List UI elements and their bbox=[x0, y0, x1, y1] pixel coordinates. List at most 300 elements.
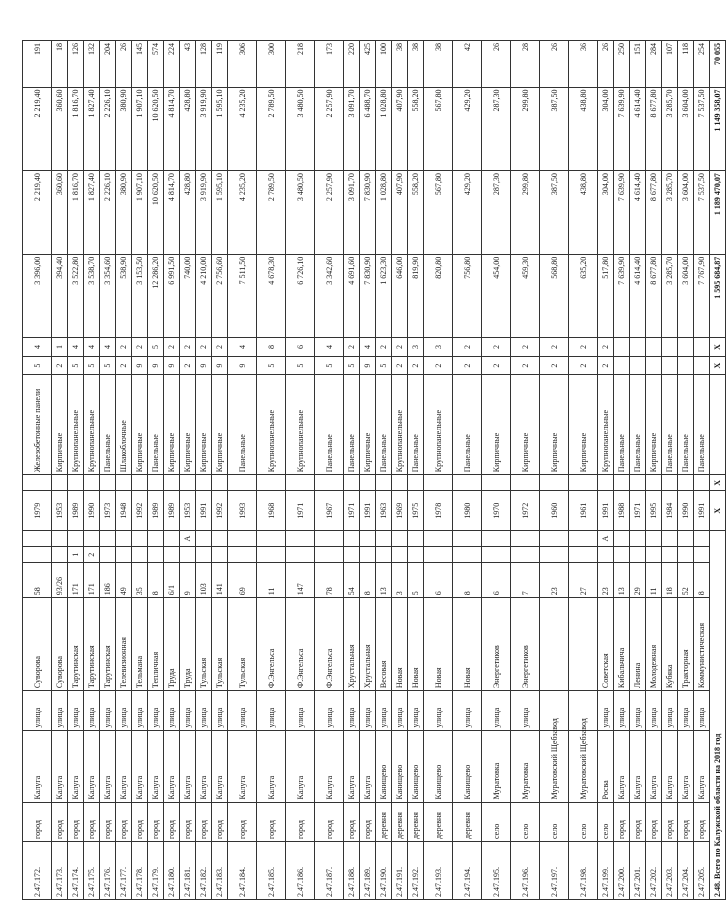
total-area-cell: 394,40 bbox=[52, 254, 68, 338]
floors-cell: 9 bbox=[360, 356, 376, 375]
street-cell: Тепличная bbox=[148, 598, 164, 691]
material-cell: Панельные bbox=[408, 375, 424, 475]
building-number-cell bbox=[228, 547, 257, 563]
house-number-cell: 23 bbox=[540, 563, 569, 598]
apartment-area-cell: 4 614,40 bbox=[630, 87, 646, 171]
table-row bbox=[23, 41, 52, 900]
living-area-cell: 438,80 bbox=[569, 171, 598, 255]
empty-cell bbox=[68, 475, 84, 491]
floors-cell: 5 bbox=[68, 356, 84, 375]
settlement-type-cell: город bbox=[52, 802, 68, 841]
letter-cell bbox=[257, 530, 286, 546]
apartment-area-cell: 387,50 bbox=[540, 87, 569, 171]
letter-cell bbox=[453, 530, 482, 546]
entrances-cell: 1 bbox=[52, 338, 68, 357]
street-cell: Труда bbox=[180, 598, 196, 691]
total-area-cell: 756,80 bbox=[453, 254, 482, 338]
letter-cell bbox=[482, 530, 511, 546]
row-number-cell: 2.47.179. bbox=[148, 841, 164, 899]
entrances-cell: 2 bbox=[376, 338, 392, 357]
settlement-type-cell: город bbox=[678, 802, 694, 841]
street-type-cell: улица bbox=[694, 691, 710, 730]
living-area-cell: 3 919,90 bbox=[196, 171, 212, 255]
house-number-cell: 93/26 bbox=[52, 563, 68, 598]
total-apartment-area-cell: 1 149 358,07 bbox=[710, 87, 726, 171]
building-number-cell bbox=[196, 547, 212, 563]
empty-cell bbox=[360, 475, 376, 491]
total-entrances-cell: X bbox=[710, 338, 726, 357]
building-number-cell bbox=[482, 547, 511, 563]
entrances-cell: 6 bbox=[286, 338, 315, 357]
living-area-cell: 429,20 bbox=[453, 171, 482, 255]
building-number-cell bbox=[614, 547, 630, 563]
letter-cell bbox=[376, 530, 392, 546]
empty-cell bbox=[424, 475, 453, 491]
total-area-cell: 4 210,00 bbox=[196, 254, 212, 338]
house-number-cell: 54 bbox=[344, 563, 360, 598]
apartment-area-cell: 429,20 bbox=[453, 87, 482, 171]
settlement-type-cell: село bbox=[598, 802, 614, 841]
floors-cell: 2 bbox=[453, 356, 482, 375]
empty-cell bbox=[286, 475, 315, 491]
living-area-cell: 287,30 bbox=[482, 171, 511, 255]
settlement-cell: Калуга bbox=[52, 730, 68, 802]
residents-cell: 26 bbox=[116, 41, 132, 88]
year-cell: 1995 bbox=[646, 491, 662, 530]
table-row bbox=[315, 41, 344, 900]
house-number-cell: 58 bbox=[23, 563, 52, 598]
year-cell: 1970 bbox=[482, 491, 511, 530]
street-type-cell: улица bbox=[100, 691, 116, 730]
year-cell: 1993 bbox=[228, 491, 257, 530]
year-cell: 1991 bbox=[694, 491, 710, 530]
street-type-cell: улица bbox=[630, 691, 646, 730]
street-type-cell: улица bbox=[84, 691, 100, 730]
year-cell: 1991 bbox=[196, 491, 212, 530]
material-cell: Кирпичные bbox=[569, 375, 598, 475]
letter-cell bbox=[52, 530, 68, 546]
settlement-type-cell: город bbox=[646, 802, 662, 841]
street-cell: Суворова bbox=[52, 598, 68, 691]
empty-cell bbox=[257, 475, 286, 491]
apartment-area-cell: 380,90 bbox=[116, 87, 132, 171]
material-cell: Панельные bbox=[148, 375, 164, 475]
settlement-cell: Калуга bbox=[315, 730, 344, 802]
table-row bbox=[132, 41, 148, 900]
living-area-cell: 2 226,10 bbox=[100, 171, 116, 255]
settlement-cell: Калуга bbox=[132, 730, 148, 802]
apartment-area-cell: 3 091,70 bbox=[344, 87, 360, 171]
letter-cell bbox=[228, 530, 257, 546]
apartment-area-cell: 3 604,00 bbox=[678, 87, 694, 171]
total-area-cell: 538,90 bbox=[116, 254, 132, 338]
building-number-cell bbox=[569, 547, 598, 563]
settlement-type-cell: деревня bbox=[453, 802, 482, 841]
letter-cell bbox=[100, 530, 116, 546]
row-number-cell: 2.47.183. bbox=[212, 841, 228, 899]
street-type-cell: улица bbox=[424, 691, 453, 730]
building-number-cell bbox=[286, 547, 315, 563]
table-row bbox=[646, 41, 662, 900]
material-cell: Панельные bbox=[376, 375, 392, 475]
material-cell: Кирпичные bbox=[132, 375, 148, 475]
entrances-cell bbox=[614, 338, 630, 357]
row-number-cell: 2.47.176. bbox=[100, 841, 116, 899]
residents-cell: 119 bbox=[212, 41, 228, 88]
year-cell: 1971 bbox=[286, 491, 315, 530]
floors-cell bbox=[694, 356, 710, 375]
year-cell: 1973 bbox=[100, 491, 116, 530]
living-area-cell: 567,80 bbox=[424, 171, 453, 255]
apartment-area-cell: 1 028,80 bbox=[376, 87, 392, 171]
table-row bbox=[376, 41, 392, 900]
empty-cell bbox=[694, 475, 710, 491]
settlement-cell: Калуга bbox=[630, 730, 646, 802]
building-number-cell bbox=[453, 547, 482, 563]
material-cell: Крупнопанельные bbox=[84, 375, 100, 475]
apartment-area-cell: 7 639,90 bbox=[614, 87, 630, 171]
house-number-cell: 8 bbox=[148, 563, 164, 598]
living-area-cell: 1 028,80 bbox=[376, 171, 392, 255]
settlement-cell: Калуга bbox=[196, 730, 212, 802]
building-number-cell bbox=[315, 547, 344, 563]
entrances-cell: 4 bbox=[100, 338, 116, 357]
floors-cell: 9 bbox=[148, 356, 164, 375]
floors-cell: 9 bbox=[164, 356, 180, 375]
street-cell: Тельмана bbox=[132, 598, 148, 691]
total-area-cell: 8 677,80 bbox=[646, 254, 662, 338]
total-x-cell: X bbox=[710, 475, 726, 491]
building-number-cell bbox=[630, 547, 646, 563]
table-row bbox=[52, 41, 68, 900]
building-number-cell bbox=[598, 547, 614, 563]
year-cell: 1988 bbox=[614, 491, 630, 530]
house-number-cell: 141 bbox=[212, 563, 228, 598]
living-area-cell: 1 907,10 bbox=[132, 171, 148, 255]
floors-cell: 5 bbox=[376, 356, 392, 375]
settlement-type-cell: село bbox=[511, 802, 540, 841]
house-number-cell: 8 bbox=[694, 563, 710, 598]
year-cell: 1979 bbox=[23, 491, 52, 530]
settlement-type-cell: город bbox=[180, 802, 196, 841]
total-area-cell: 568,80 bbox=[540, 254, 569, 338]
house-number-cell: 171 bbox=[68, 563, 84, 598]
letter-cell bbox=[132, 530, 148, 546]
floors-cell: 5 bbox=[257, 356, 286, 375]
floors-cell: 9 bbox=[212, 356, 228, 375]
empty-cell bbox=[614, 475, 630, 491]
house-number-cell: 52 bbox=[678, 563, 694, 598]
letter-cell bbox=[68, 530, 84, 546]
settlement-cell: Муратовский Щебзавод bbox=[540, 730, 569, 802]
living-area-cell: 387,50 bbox=[540, 171, 569, 255]
total-area-cell: 3 354,60 bbox=[100, 254, 116, 338]
entrances-cell: 2 bbox=[569, 338, 598, 357]
floors-cell bbox=[662, 356, 678, 375]
floors-cell: 2 bbox=[511, 356, 540, 375]
year-cell: 1984 bbox=[662, 491, 678, 530]
table-row bbox=[180, 41, 196, 900]
floors-cell: 2 bbox=[180, 356, 196, 375]
street-cell: Энергетиков bbox=[511, 598, 540, 691]
total-area-cell: 3 153,50 bbox=[132, 254, 148, 338]
living-area-cell: 7 537,50 bbox=[694, 171, 710, 255]
floors-cell: 5 bbox=[315, 356, 344, 375]
street-type-cell: улица bbox=[286, 691, 315, 730]
total-area-cell: 4 691,60 bbox=[344, 254, 360, 338]
building-number-cell bbox=[257, 547, 286, 563]
material-cell: Кирпичные bbox=[540, 375, 569, 475]
apartment-area-cell: 6 488,70 bbox=[360, 87, 376, 171]
settlement-type-cell: город bbox=[132, 802, 148, 841]
entrances-cell: 3 bbox=[408, 338, 424, 357]
total-area-cell: 7 639,90 bbox=[614, 254, 630, 338]
row-number-cell: 2.47.177. bbox=[116, 841, 132, 899]
residents-cell: 284 bbox=[646, 41, 662, 88]
entrances-cell: 2 bbox=[212, 338, 228, 357]
settlement-type-cell: город bbox=[344, 802, 360, 841]
total-area-cell: 6 726,10 bbox=[286, 254, 315, 338]
settlement-cell: Канищево bbox=[376, 730, 392, 802]
letter-cell bbox=[196, 530, 212, 546]
settlement-type-cell: село bbox=[482, 802, 511, 841]
street-type-cell: улица bbox=[482, 691, 511, 730]
letter-cell bbox=[344, 530, 360, 546]
letter-cell bbox=[662, 530, 678, 546]
house-number-cell: 27 bbox=[569, 563, 598, 598]
letter-cell bbox=[646, 530, 662, 546]
building-number-cell bbox=[694, 547, 710, 563]
letter-cell bbox=[315, 530, 344, 546]
material-cell: Железобетонные панели bbox=[23, 375, 52, 475]
street-cell: Молодежная bbox=[646, 598, 662, 691]
entrances-cell: 4 bbox=[228, 338, 257, 357]
row-number-cell: 2.47.203. bbox=[662, 841, 678, 899]
apartment-area-cell: 2 219,40 bbox=[23, 87, 52, 171]
floors-cell: 2 bbox=[598, 356, 614, 375]
table-row bbox=[286, 41, 315, 900]
living-area-cell: 360,60 bbox=[52, 171, 68, 255]
total-area-cell: 4 678,30 bbox=[257, 254, 286, 338]
street-cell: Хрустальная bbox=[360, 598, 376, 691]
year-cell: 1989 bbox=[148, 491, 164, 530]
material-cell: Панельные bbox=[630, 375, 646, 475]
street-cell: Тарутинская bbox=[100, 598, 116, 691]
floors-cell: 5 bbox=[23, 356, 52, 375]
empty-cell bbox=[569, 475, 598, 491]
table-row bbox=[630, 41, 646, 900]
year-cell: 1992 bbox=[132, 491, 148, 530]
letter-cell bbox=[614, 530, 630, 546]
material-cell: Кирпичные bbox=[52, 375, 68, 475]
settlement-type-cell: город bbox=[100, 802, 116, 841]
street-type-cell: улица bbox=[678, 691, 694, 730]
floors-cell: 5 bbox=[84, 356, 100, 375]
house-number-cell: 186 bbox=[100, 563, 116, 598]
house-number-cell: 13 bbox=[376, 563, 392, 598]
street-cell: Тракторная bbox=[678, 598, 694, 691]
apartment-area-cell: 1 816,70 bbox=[68, 87, 84, 171]
empty-cell bbox=[678, 475, 694, 491]
street-type-cell: улица bbox=[344, 691, 360, 730]
apartment-area-cell: 304,00 bbox=[598, 87, 614, 171]
rotated-document-page bbox=[22, 40, 722, 900]
entrances-cell bbox=[630, 338, 646, 357]
total-area-cell: 454,00 bbox=[482, 254, 511, 338]
residents-cell: 254 bbox=[694, 41, 710, 88]
total-area-cell: 819,90 bbox=[408, 254, 424, 338]
settlement-type-cell: город bbox=[148, 802, 164, 841]
entrances-cell: 2 bbox=[453, 338, 482, 357]
settlement-cell: Калуга bbox=[164, 730, 180, 802]
living-area-cell: 3 480,50 bbox=[286, 171, 315, 255]
material-cell: Крупнопанельные bbox=[598, 375, 614, 475]
empty-cell bbox=[511, 475, 540, 491]
living-area-cell: 3 091,70 bbox=[344, 171, 360, 255]
total-area-cell: 3 342,60 bbox=[315, 254, 344, 338]
year-cell: 1990 bbox=[678, 491, 694, 530]
settlement-type-cell: город bbox=[360, 802, 376, 841]
settlement-type-cell: город bbox=[212, 802, 228, 841]
street-type-cell: улица bbox=[376, 691, 392, 730]
empty-cell bbox=[212, 475, 228, 491]
street-type-cell: улица bbox=[614, 691, 630, 730]
table-row bbox=[100, 41, 116, 900]
total-area-cell: 635,20 bbox=[569, 254, 598, 338]
living-area-cell: 4 814,70 bbox=[164, 171, 180, 255]
table-row bbox=[482, 41, 511, 900]
street-cell: Тульская bbox=[196, 598, 212, 691]
house-number-cell: 6 bbox=[424, 563, 453, 598]
street-cell: Новая bbox=[424, 598, 453, 691]
apartment-area-cell: 2 257,90 bbox=[315, 87, 344, 171]
row-number-cell: 2.47.185. bbox=[257, 841, 286, 899]
street-type-cell: улица bbox=[68, 691, 84, 730]
year-cell: 1948 bbox=[116, 491, 132, 530]
empty-cell bbox=[392, 475, 408, 491]
street-type-cell: улица bbox=[164, 691, 180, 730]
apartment-area-cell: 428,80 bbox=[180, 87, 196, 171]
letter-cell bbox=[569, 530, 598, 546]
house-number-cell: 29 bbox=[630, 563, 646, 598]
material-cell: Кирпичные bbox=[511, 375, 540, 475]
living-area-cell: 299,80 bbox=[511, 171, 540, 255]
settlement-type-cell: город bbox=[196, 802, 212, 841]
entrances-cell: 5 bbox=[148, 338, 164, 357]
apartment-area-cell: 567,80 bbox=[424, 87, 453, 171]
entrances-cell: 2 bbox=[132, 338, 148, 357]
settlement-type-cell: город bbox=[23, 802, 52, 841]
street-type-cell: улица bbox=[257, 691, 286, 730]
row-number-cell: 2.47.188. bbox=[344, 841, 360, 899]
year-cell: 1963 bbox=[376, 491, 392, 530]
street-cell: Кибальчича bbox=[614, 598, 630, 691]
material-cell: Крупнопанельные bbox=[392, 375, 408, 475]
row-number-cell: 2.47.174. bbox=[68, 841, 84, 899]
settlement-cell: Калуга bbox=[646, 730, 662, 802]
settlement-cell: Калуга bbox=[286, 730, 315, 802]
table-row bbox=[392, 41, 408, 900]
settlement-type-cell: город bbox=[84, 802, 100, 841]
residents-cell: 26 bbox=[540, 41, 569, 88]
house-number-cell: 49 bbox=[116, 563, 132, 598]
material-cell: Кирпичные bbox=[482, 375, 511, 475]
residents-cell: 151 bbox=[630, 41, 646, 88]
letter-cell bbox=[630, 530, 646, 546]
settlement-cell: Калуга bbox=[694, 730, 710, 802]
settlement-cell: Калуга bbox=[68, 730, 84, 802]
house-number-cell: 78 bbox=[315, 563, 344, 598]
living-area-cell: 3 604,00 bbox=[678, 171, 694, 255]
street-type-cell: улица bbox=[212, 691, 228, 730]
total-area-cell: 820,80 bbox=[424, 254, 453, 338]
floors-cell bbox=[614, 356, 630, 375]
street-cell: Тульская bbox=[228, 598, 257, 691]
street-cell: Ф.Энгельса bbox=[315, 598, 344, 691]
residents-cell: 204 bbox=[100, 41, 116, 88]
year-cell: 1961 bbox=[569, 491, 598, 530]
house-number-cell: 5 bbox=[408, 563, 424, 598]
street-type-cell: улица bbox=[408, 691, 424, 730]
street-cell: Труда bbox=[164, 598, 180, 691]
settlement-type-cell: город bbox=[257, 802, 286, 841]
material-cell: Панельные bbox=[694, 375, 710, 475]
floors-cell bbox=[646, 356, 662, 375]
year-cell: 1991 bbox=[598, 491, 614, 530]
settlement-cell: Калуга bbox=[23, 730, 52, 802]
floors-cell: 2 bbox=[116, 356, 132, 375]
row-number-cell: 2.47.175. bbox=[84, 841, 100, 899]
settlement-cell: Калуга bbox=[116, 730, 132, 802]
year-cell: 1989 bbox=[68, 491, 84, 530]
row-number-cell: 2.47.180. bbox=[164, 841, 180, 899]
street-cell: Тульская bbox=[212, 598, 228, 691]
empty-cell bbox=[23, 475, 52, 491]
living-area-cell: 304,00 bbox=[598, 171, 614, 255]
letter-cell bbox=[694, 530, 710, 546]
letter-cell bbox=[540, 530, 569, 546]
street-type-cell: улица bbox=[228, 691, 257, 730]
total-area-cell: 3 538,70 bbox=[84, 254, 100, 338]
apartment-area-cell: 3 285,70 bbox=[662, 87, 678, 171]
street-type-cell: улица bbox=[52, 691, 68, 730]
floors-cell: 9 bbox=[196, 356, 212, 375]
table-row bbox=[257, 41, 286, 900]
row-number-cell: 2.47.182. bbox=[196, 841, 212, 899]
apartment-area-cell: 8 677,80 bbox=[646, 87, 662, 171]
building-number-cell bbox=[424, 547, 453, 563]
material-cell: Панельные bbox=[614, 375, 630, 475]
material-cell: Панельные bbox=[228, 375, 257, 475]
street-cell: Ф.Энгельса bbox=[257, 598, 286, 691]
total-living-area-cell: 1 189 470,07 bbox=[710, 171, 726, 255]
entrances-cell: 3 bbox=[424, 338, 453, 357]
table-row bbox=[196, 41, 212, 900]
street-type-cell: улица bbox=[132, 691, 148, 730]
table-row bbox=[453, 41, 482, 900]
entrances-cell: 2 bbox=[511, 338, 540, 357]
row-number-cell: 2.47.189. bbox=[360, 841, 376, 899]
row-number-cell: 2.47.172. bbox=[23, 841, 52, 899]
empty-cell bbox=[598, 475, 614, 491]
empty-cell bbox=[344, 475, 360, 491]
table-row bbox=[569, 41, 598, 900]
settlement-type-cell: село bbox=[569, 802, 598, 841]
year-cell: 1972 bbox=[511, 491, 540, 530]
street-cell: Весовая bbox=[376, 598, 392, 691]
entrances-cell: 2 bbox=[116, 338, 132, 357]
empty-cell bbox=[376, 475, 392, 491]
